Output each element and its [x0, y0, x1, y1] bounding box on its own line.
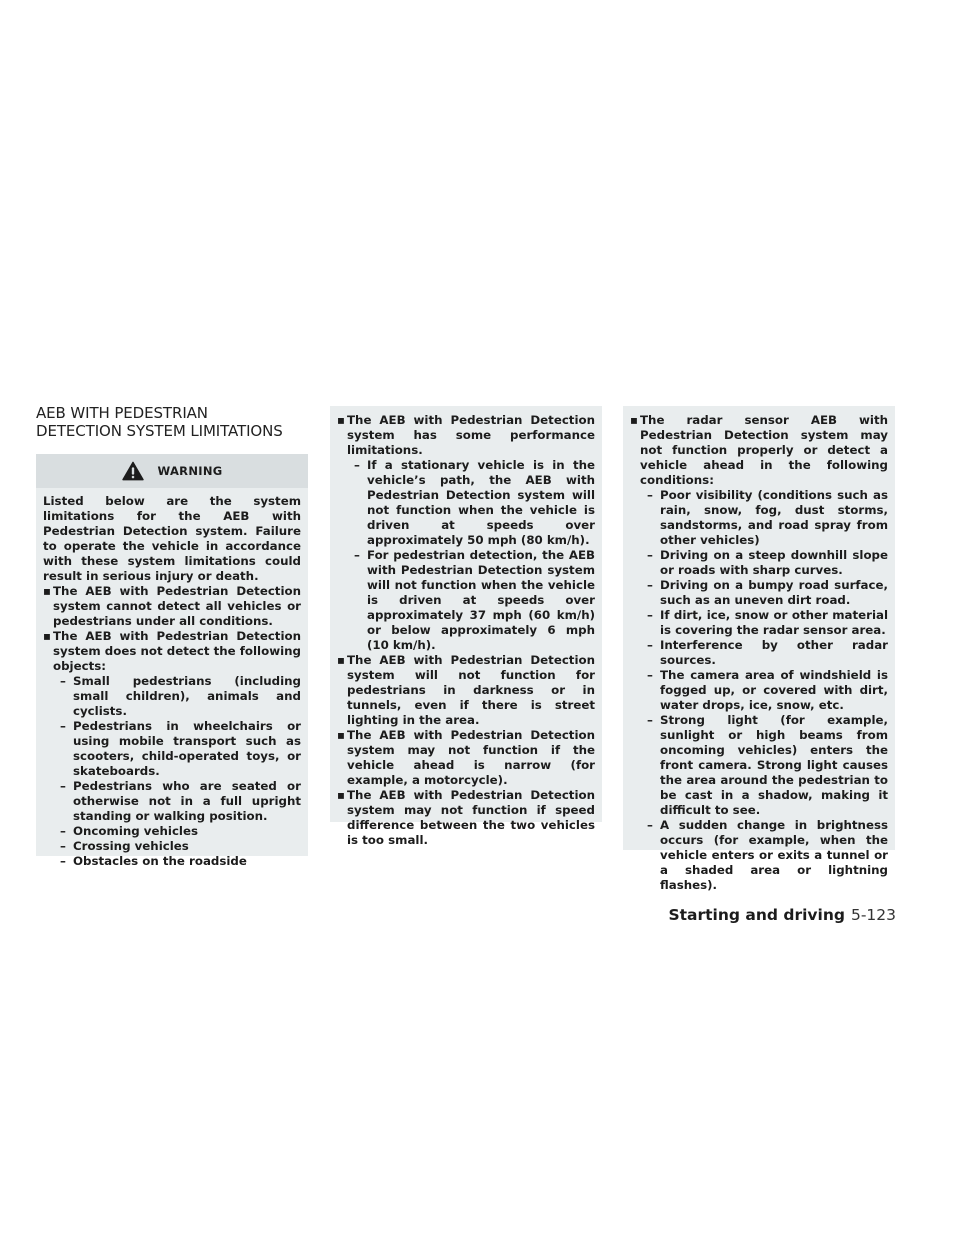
dash-marker: – [647, 818, 653, 832]
bullet-marker: ▪ [43, 584, 51, 598]
sub-list-item [337, 548, 595, 653]
sub-list-item [630, 548, 888, 578]
dash-marker: – [647, 668, 653, 682]
dash-marker: – [60, 854, 66, 868]
dash-marker: – [60, 839, 66, 853]
list-item-text: The AEB with Pedestrian Detection system may not function if the vehicle ahead is narrow (for example, a motorcycle). [347, 728, 595, 787]
list-item-text: For pedestrian detection, the AEB with Pedestrian Detection system will not function when the vehicle is driven at speeds over approximately 37 mph (60 km/h) or below approximately 6 mph (10 km/h). [367, 548, 595, 652]
column-1-list [43, 584, 301, 869]
dash-marker: – [354, 548, 360, 562]
bullet-marker: ▪ [43, 629, 51, 643]
list-item-text: Driving on a steep downhill slope or roads with sharp curves. [660, 548, 888, 577]
dash-marker: – [60, 824, 66, 838]
bullet-marker: ▪ [337, 653, 345, 667]
column-2-list [337, 413, 595, 848]
bullet-list-item [43, 629, 301, 674]
bullet-marker: ▪ [337, 728, 345, 742]
list-item-text: The AEB with Pedestrian Detection system has some performance limitations. [347, 413, 595, 457]
dash-marker: – [647, 488, 653, 502]
list-item-text: Crossing vehicles [73, 839, 189, 853]
warning-intro: Listed below are the system limitations for the AEB with Pedestrian Detection system. Failure to operate the vehicle in accordance with these system limitations could result in serious injury or death. [43, 494, 301, 583]
list-item-text: The radar sensor AEB with Pedestrian Detection system may not function properly or detect a vehicle ahead in the following conditions: [640, 413, 888, 487]
sub-list-item [630, 578, 888, 608]
bullet-list-item [630, 413, 888, 488]
sub-list-item [630, 818, 888, 893]
list-item-text: Obstacles on the roadside [73, 854, 247, 868]
dash-marker: – [354, 458, 360, 472]
bullet-marker: ▪ [630, 413, 638, 427]
list-item-text: The camera area of windshield is fogged up, or covered with dirt, water drops, ice, snow, etc. [660, 668, 888, 712]
bullet-list-item [337, 653, 595, 728]
bullet-marker: ▪ [337, 413, 345, 427]
sub-list-item [630, 713, 888, 818]
warning-header [36, 454, 308, 488]
bullet-list-item [337, 788, 595, 848]
dash-marker: – [647, 548, 653, 562]
dash-marker: – [647, 608, 653, 622]
bullet-marker: ▪ [337, 788, 345, 802]
dash-marker: – [647, 713, 653, 727]
dash-marker: – [647, 578, 653, 592]
sub-list-item [43, 854, 301, 869]
list-item-text: If dirt, ice, snow or other material is covering the radar sensor area. [660, 608, 888, 637]
warning-triangle-icon [122, 461, 144, 481]
list-item-text: Interference by other radar sources. [660, 638, 888, 667]
page-footer [668, 906, 896, 924]
sub-list-item [43, 779, 301, 824]
footer-section-title: Starting and driving [668, 906, 845, 924]
dash-marker: – [60, 674, 66, 688]
sub-list-item [43, 674, 301, 719]
list-item-text: Small pedestrians (including small children), animals and cyclists. [73, 674, 301, 718]
list-item-text: The AEB with Pedestrian Detection system will not function for pedestrians in darkness or in tunnels, even if there is street lighting in the area. [347, 653, 595, 727]
bullet-list-item [337, 413, 595, 458]
section-heading-line1: AEB WITH PEDESTRIAN [36, 404, 208, 422]
bullet-list-item [43, 584, 301, 629]
list-item-text: Oncoming vehicles [73, 824, 199, 838]
warning-box [36, 454, 308, 868]
list-item-text: The AEB with Pedestrian Detection system may not function if speed difference between the two vehicles is too small. [347, 788, 595, 847]
column-3-list [630, 413, 888, 893]
dash-marker: – [60, 719, 66, 733]
sub-list-item [630, 488, 888, 548]
sub-list-item [43, 824, 301, 839]
list-item-text: Driving on a bumpy road surface, such as an uneven dirt road. [660, 578, 888, 607]
list-item-text: Pedestrians in wheelchairs or using mobile transport such as scooters, child-operated toys, or skateboards. [73, 719, 301, 778]
limitations-box-2 [330, 406, 602, 847]
list-item-text: The AEB with Pedestrian Detection system cannot detect all vehicles or pedestrians under all conditions. [53, 584, 301, 628]
section-heading-line2: DETECTION SYSTEM LIMITATIONS [36, 422, 283, 440]
list-item-text: Strong light (for example, sunlight or high beams from oncoming vehicles) enters the front camera. Strong light causes the area around the pedestrian to be cast in a shadow, making it difficult to see. [660, 713, 888, 817]
section-heading [36, 404, 326, 440]
list-item-text: Pedestrians who are seated or otherwise not in a full upright standing or walking position. [73, 779, 301, 823]
list-item-text: The AEB with Pedestrian Detection system does not detect the following objects: [53, 629, 301, 673]
warning-label: WARNING [157, 463, 223, 478]
list-item-text: Poor visibility (conditions such as rain, snow, fog, dust storms, sandstorms, and road spray from other vehicles) [660, 488, 888, 547]
sub-list-item [43, 719, 301, 779]
limitations-box-3 [623, 406, 895, 892]
sub-list-item [630, 638, 888, 668]
list-item-text: If a stationary vehicle is in the vehicle’s path, the AEB with Pedestrian Detection system will not function when the vehicle is driven at speeds over approximately 50 mph (80 km/h). [367, 458, 595, 547]
bullet-list-item [337, 728, 595, 788]
page-number: 5-123 [850, 906, 896, 924]
list-item-text: A sudden change in brightness occurs (for example, when the vehicle enters or exits a tunnel or a shaded area or lightning flashes). [660, 818, 888, 892]
sub-list-item [630, 608, 888, 638]
dash-marker: – [60, 779, 66, 793]
sub-list-item [630, 668, 888, 713]
sub-list-item [337, 458, 595, 548]
dash-marker: – [647, 638, 653, 652]
sub-list-item [43, 839, 301, 854]
